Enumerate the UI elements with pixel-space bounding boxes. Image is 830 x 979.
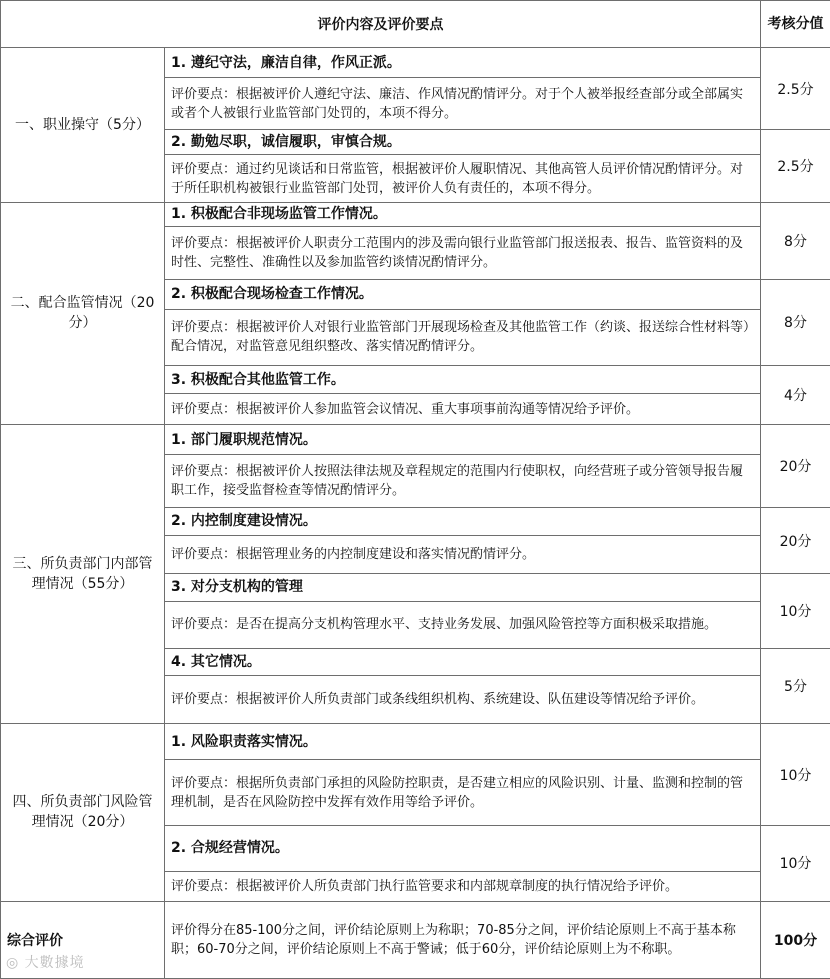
- item-title: 1. 遵纪守法，廉洁自律，作风正派。: [165, 48, 761, 78]
- item-title: 2. 合规经营情况。: [165, 826, 761, 871]
- item-desc: 评价要点：根据被评价人职责分工范围内的涉及需向银行业监管部门报送报表、报告、监管资料的及时性、完整性、准确性以及参加监管约谈情况酌情评分。: [165, 226, 761, 279]
- item-desc: 评价要点：根据被评价人遵纪守法、廉洁、作风情况酌情评分。对于个人被举报经查部分或全部属实或者个人被银行业监管部门处罚的，本项不得分。: [165, 78, 761, 130]
- item-desc: 评价要点：根据被评价人按照法律法规及章程规定的范围内行使职权，向经营班子或分管领导报告履职工作，接受监督检查等情况酌情评分。: [165, 455, 761, 508]
- item-title: 1. 风险职责落实情况。: [165, 724, 761, 760]
- table-row: [1, 48, 830, 78]
- watermark-text: 大數據境: [24, 955, 85, 971]
- score-cell: 20分: [761, 508, 830, 573]
- table-row: [1, 724, 830, 760]
- category-cell: 三、所负责部门内部管理情况（55分）: [1, 425, 165, 724]
- item-title: 2. 积极配合现场检查工作情况。: [165, 279, 761, 309]
- item-desc: 评价要点：根据所负责部门承担的风险防控职责，是否建立相应的风险识别、计量、监测和控制的管理机制，是否在风险防控中发挥有效作用等给予评价。: [165, 760, 761, 826]
- score-cell: 10分: [761, 826, 830, 901]
- score-cell: 20分: [761, 425, 830, 508]
- item-desc: 评价要点：根据被评价人所负责部门或条线组织机构、系统建设、队伍建设等情况给予评价。: [165, 675, 761, 723]
- score-cell: 10分: [761, 724, 830, 826]
- category-cell: 四、所负责部门风险管理情况（20分）: [1, 724, 165, 902]
- category-cell: 二、配合监管情况（20分）: [1, 202, 165, 425]
- header-score: 考核分值: [761, 1, 830, 48]
- item-desc: 评价要点：根据被评价人参加监管会议情况、重大事项事前沟通等情况给予评价。: [165, 394, 761, 425]
- watermark-icon: ◎: [6, 955, 20, 971]
- overall-label: 综合评价: [1, 901, 165, 978]
- overall-desc: 评价得分在85-100分之间，评价结论原则上为称职；70-85分之间，评价结论原则上不高于基本称职；60-70分之间，评价结论原则上不高于警诫；低于60分，评价结论原则上为不称职。: [165, 901, 761, 978]
- item-title: 3. 对分支机构的管理: [165, 573, 761, 601]
- score-cell: 2.5分: [761, 48, 830, 130]
- table-row: [1, 202, 830, 226]
- item-title: 1. 积极配合非现场监管工作情况。: [165, 202, 761, 226]
- item-title: 4. 其它情况。: [165, 648, 761, 675]
- score-cell: 8分: [761, 279, 830, 365]
- item-title: 2. 内控制度建设情况。: [165, 508, 761, 535]
- item-title: 3. 积极配合其他监管工作。: [165, 366, 761, 394]
- header-content: 评价内容及评价要点: [1, 1, 761, 48]
- category-cell: 一、职业操守（5分）: [1, 48, 165, 202]
- score-cell: 2.5分: [761, 130, 830, 202]
- overall-row: [1, 901, 830, 978]
- item-desc: 评价要点：根据被评价人对银行业监管部门开展现场检查及其他监管工作（约谈、报送综合性材料等）配合情况，对监管意见组织整改、落实情况酌情评分。: [165, 309, 761, 365]
- score-cell: 4分: [761, 366, 830, 425]
- item-desc: 评价要点：根据被评价人所负责部门执行监管要求和内部规章制度的执行情况给予评价。: [165, 871, 761, 901]
- score-cell: 10分: [761, 573, 830, 648]
- overall-score: 100分: [761, 901, 830, 978]
- item-desc: 评价要点：通过约见谈话和日常监管，根据被评价人履职情况、其他高管人员评价情况酌情评分。对于所任职机构被银行业监管部门处罚，被评价人负有责任的，本项不得分。: [165, 155, 761, 202]
- score-cell: 5分: [761, 648, 830, 723]
- item-title: 2. 勤勉尽职，诚信履职，审慎合规。: [165, 130, 761, 155]
- item-desc: 评价要点：根据管理业务的内控制度建设和落实情况酌情评分。: [165, 535, 761, 573]
- header-row: [1, 1, 830, 48]
- item-desc: 评价要点：是否在提高分支机构管理水平、支持业务发展、加强风险管控等方面积极采取措施。: [165, 601, 761, 648]
- item-title: 1. 部门履职规范情况。: [165, 425, 761, 455]
- table-row: [1, 425, 830, 455]
- score-cell: 8分: [761, 202, 830, 279]
